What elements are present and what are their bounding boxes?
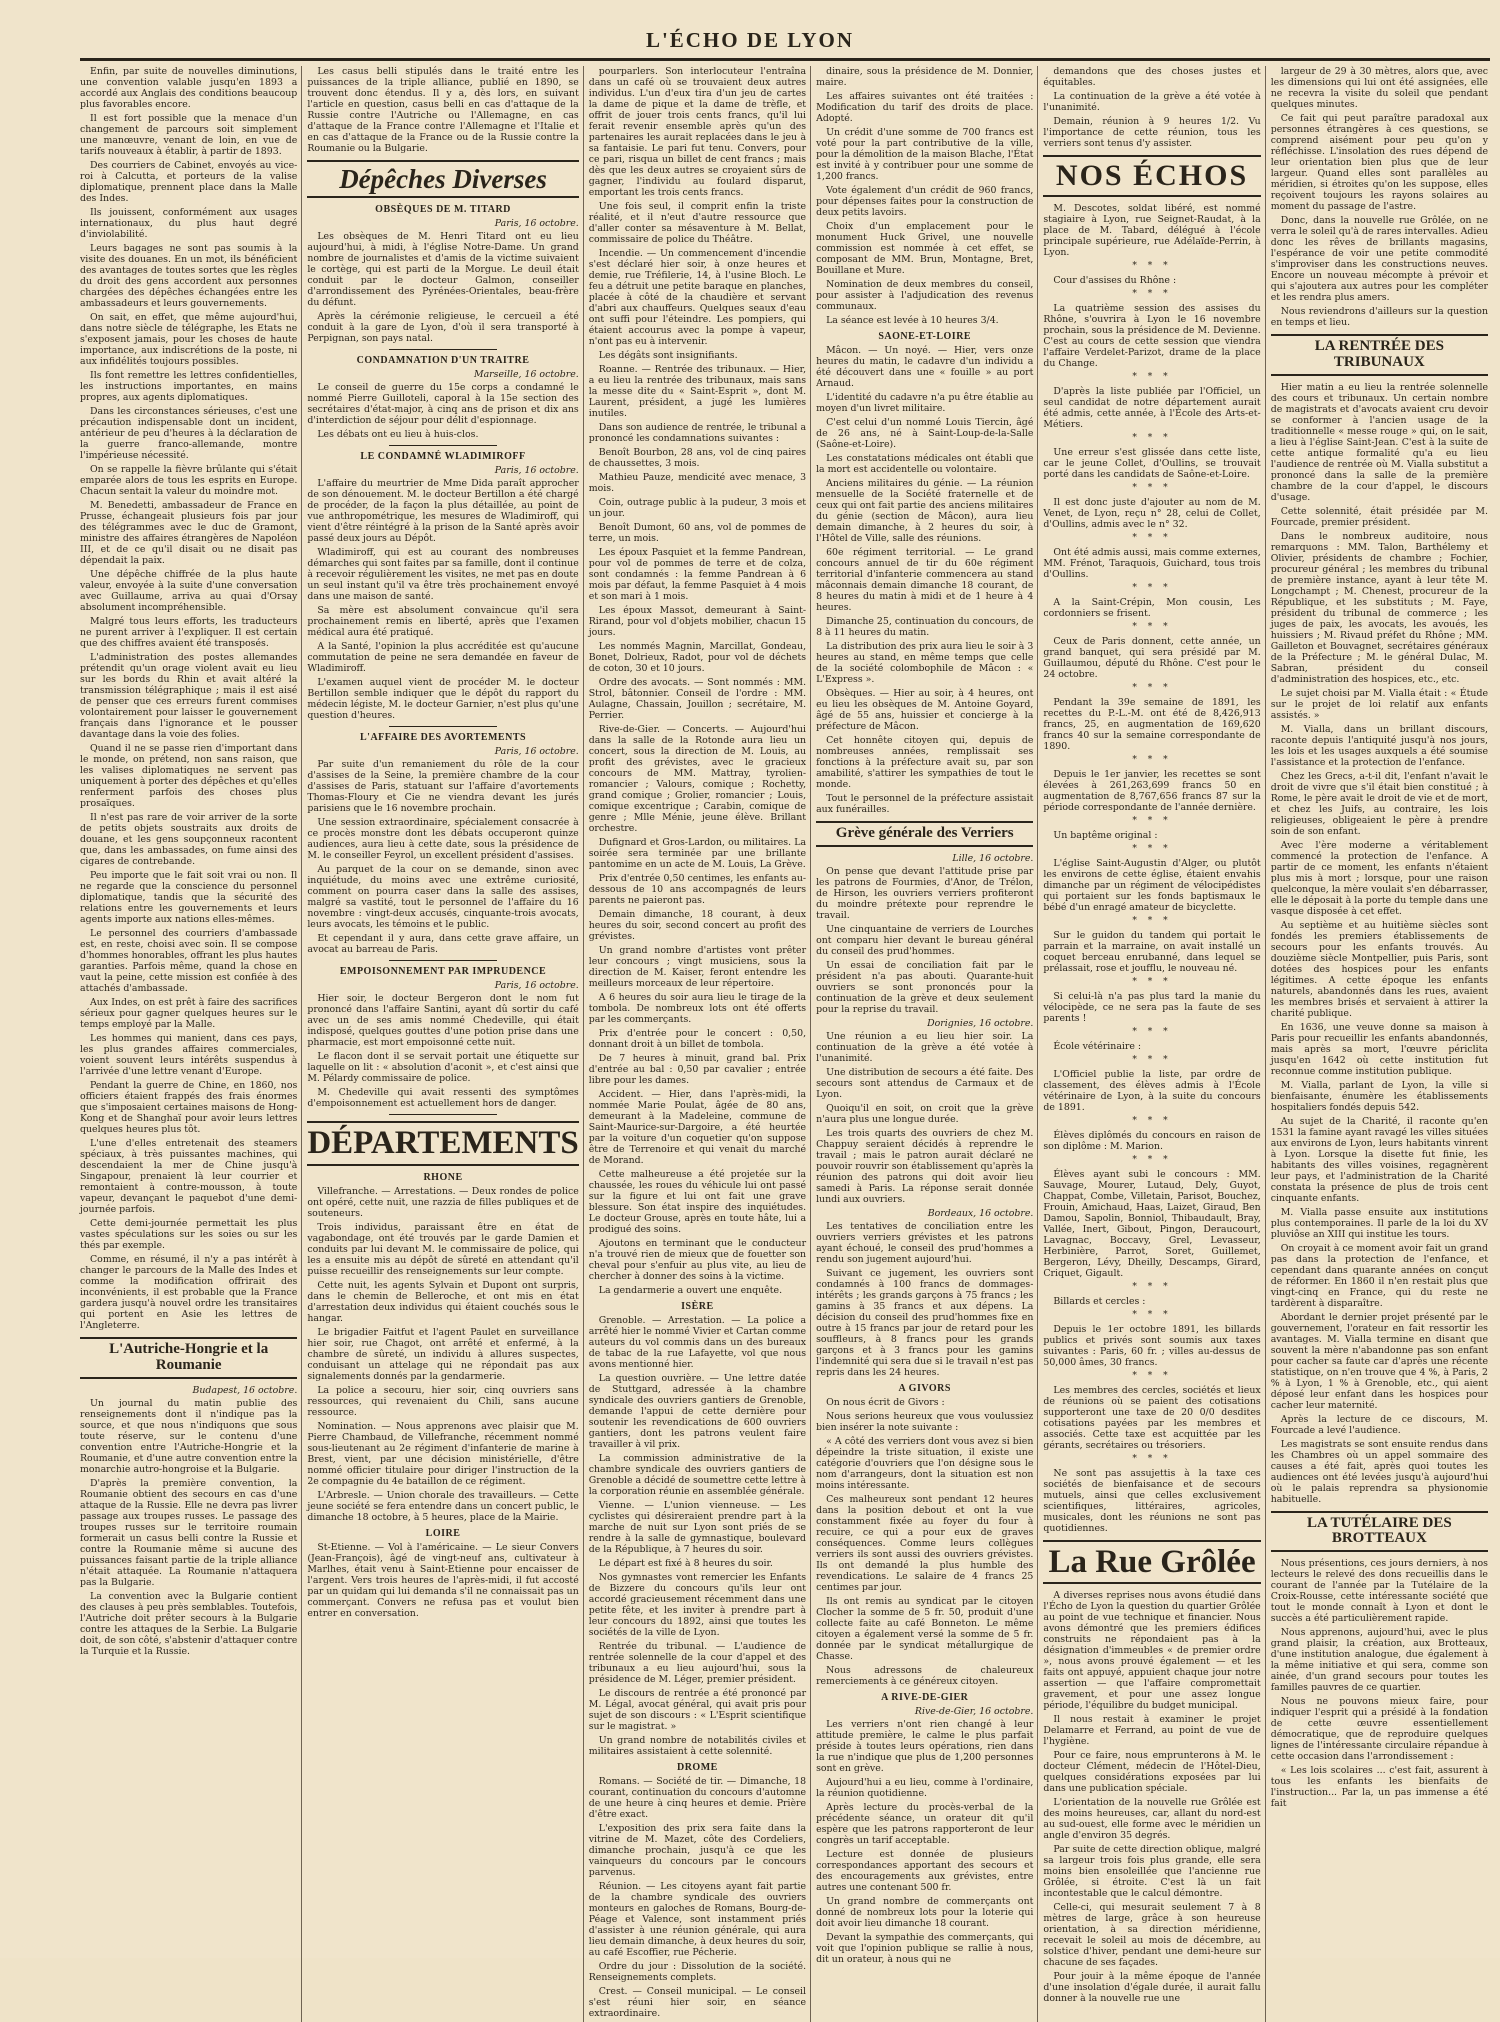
article-paragraph: Les trois quarts des ouvriers de chez M. Chappuy seraient décidés à reprendre le travail ; mais le patron aurait déclaré ne pouvoir rouvrir son établissement qu'après la réunion des patrons qui doit avoir lieu samedi à Paris. La réponse serait donnée lundi aux ouvriers. xyxy=(816,1127,1034,1205)
col3-paras2 xyxy=(589,1315,806,1757)
stars-separator: * * * xyxy=(1132,288,1172,299)
article-paragraph: Demain, réunion à 9 heures 1/2. Vu l'importance de cette réunion, tous les verriers sont tenus d'y assister. xyxy=(1043,116,1261,149)
masthead-rule xyxy=(80,58,1490,61)
article-paragraph: « A côté des verriers dont vous avez si bien dépeindre la triste situation, il existe une catégorie d'ouvriers que l'on désigne sous le nom d'arrangeurs, dont la situation est non moins intéressante. xyxy=(816,1435,1034,1491)
section-title: DÉPARTEMENTS xyxy=(307,1121,578,1166)
article-paragraph: Avec l'ère moderne a véritablement commencé la protection de l'enfance. A partir de ce moment, les enfants n'étaient plus mis à mort ; lorsque, pour une raison quelconque, la mère voulait s'en débarrasser, elle le déposait à la porte du temple dans une vasque disposée à cet effet. xyxy=(1270,839,1488,917)
dateline: Paris, 16 octobre. xyxy=(494,465,579,477)
article-paragraph: On se rappelle la fièvre brûlante qui s'était emparée alors de tous les esprits en Europe. Chacun sentait la valeur du moindre mot. xyxy=(80,464,298,497)
article-paragraph: Comme, en résumé, il n'y a pas intérêt à changer le parcours de la Malle des Indes et comme la modification offrirait des inconvénients, il est probable que la France gardera jusqu'à nouvel ordre les transitaires qui portent en Asie les lettres de l'Angleterre. xyxy=(80,1254,298,1331)
article-paragraph: Les obsèques de M. Henri Titard ont eu lieu aujourd'hui, à midi, à l'église Notre-Dame. Un grand nombre de journalistes et d'amis de la victime suivaient le cortège, qui est parti de la Morgue. Le deuil était conduit par le docteur Galmon, conseiller d'arrondissement des Pyrénées-Orientales, beau-frère du défunt. xyxy=(307,231,579,309)
article-paragraph: dinaire, sous la présidence de M. Donnier, maire. xyxy=(816,66,1034,88)
article-paragraph: Cour d'assises du Rhône : xyxy=(1053,274,1177,286)
article-paragraph: Un grand nombre de commerçants ont donné de nombreux lots pour la loterie qui doit avoir lieu dimanche 18 courant. xyxy=(816,1895,1034,1929)
article-paragraph: Pendant la guerre de Chine, en 1860, nos officiers étaient frappés des frais énormes que s'imposaient certaines maisons de Hong-Kong et de Shanghaï pour avoir leurs lettres quelques heures plus tôt. xyxy=(80,1080,298,1135)
stars-separator: * * * xyxy=(1132,915,1172,926)
col3-paras3 xyxy=(589,1776,806,2019)
section-title: La Rue Grôlée xyxy=(1043,1540,1260,1585)
article-paragraph: 60e régiment territorial. — Le grand concours annuel de tir du 60e régiment territorial d'infanterie commencera au stand mâconnais demain dimanche 18 courant, de 8 heures du matin à midi et de 1 heure à 4 heures. xyxy=(816,547,1034,613)
article-paragraph: Depuis le 1er octobre 1891, les billards publics et privés sont soumis aux taxes suivantes : Paris, 60 fr. ; villes au-dessus de 50,000 âmes, 30 francs. xyxy=(1043,1323,1261,1368)
article-paragraph: Benoît Bourbon, 28 ans, vol de cinq paires de chaussettes, 3 mois. xyxy=(588,447,807,469)
article-paragraph: Choix d'un emplacement pour le monument Huck Grivel, une nouvelle commission est nommée à cet effet, se composant de MM. Brun, Montagne, Bret, Bouillane et Mure. xyxy=(816,221,1034,276)
article-paragraph: Crest. — Conseil municipal. — Le conseil s'est réuni hier soir, en séance extraordinaire. xyxy=(588,1986,807,2019)
article-paragraph: pourparlers. Son interlocuteur l'entraîna dans un café où se trouvaient deux autres individus. L'un d'eux tira d'un jeu de cartes la dame de pique et la dame de trèfle, et offrit de jouer trois cents francs, qu'il lui ferait revenir ensemble après qu'un des partenaires les aurait replacées dans le jeu à sa fantaisie. Le pari fut tenu. Convers, pour ce pari, risqua un billet de cent francs ; mais dès que les deux autres se croyaient sûrs de gagner, l'individu au foulard disparut, emportant les trois cents francs. xyxy=(588,66,807,198)
article-paragraph: Prix d'entrée 0,50 centimes, les enfants au-dessous de 10 ans accompagnés de leurs parents ne paieront pas. xyxy=(588,873,807,906)
article-paragraph: Chez les Grecs, a-t-il dit, l'enfant n'avait le droit de vivre que s'il était bien constitué ; à Rome, le père avait le droit de vie et de mort, et chez les Juifs, au contraire, les lois religieuses, obligeaient le père à prendre soin de son enfant. xyxy=(1270,770,1488,837)
article-paragraph: A la Saint-Crépin, Mon cousin, Les cordonniers se frisent. xyxy=(1043,596,1261,619)
stars-separator: * * * xyxy=(1132,754,1172,765)
col4-paras xyxy=(816,66,1033,326)
section-title: LA RENTRÉE DES TRIBUNAUX xyxy=(1271,334,1488,376)
col6-paras xyxy=(1271,66,1488,328)
article-paragraph: Dans le nombreux auditoire, nous remarquons : MM. Talon, Barthélemy et Olivier, présidents de chambre ; Fochier, procureur général ; les membres du tribunal de première instance, ayant à leur tête M. Longchampt ; M. Chenest, procureur de la République, et les substituts ; M. Faye, président du tribunal de commerce ; les juges de paix, les avocats, les avoués, les huissiers ; M. Rivaud préfet du Rhône ; MM. Gailleton et Bouvagnet, secrétaires généraux de la Préfecture ; M. le général Dulac, M. Sabran, président du conseil d'administration des hospices, etc., etc. xyxy=(1270,530,1488,685)
article-paragraph: Ordre du jour : Dissolution de la société. Renseignements complets. xyxy=(588,1961,807,1983)
article-paragraph: Des courriers de Cabinet, envoyés au vice-roi à Calcutta, et porteurs de la valise diplomatique, prennent place dans la Malle des Indes. xyxy=(80,160,298,204)
col4-paras4 xyxy=(816,1031,1033,1205)
article-paragraph: L'administration des postes allemandes prétendit qu'un orage violent avait eu lieu sur les bords du Rhin et avait altéré la transmission télégraphique ; mais il est aisé de penser que ces erreurs furent commises volontairement pour laisser le gouvernement français dans l'ignorance et le pousser davantage dans la voie des folies. xyxy=(80,652,298,740)
article-paragraph: Le conseil de guerre du 15e corps a condamné le nommé Pierre Guilloteli, caporal à la 15e section des secrétaires d'état-major, à cinq ans de prison et dix ans d'interdiction de séjour pour délit d'espionnage. xyxy=(307,382,579,427)
region-heading: ISÈRE xyxy=(681,1301,714,1312)
col1-paras xyxy=(80,66,297,1331)
stars-separator: * * * xyxy=(1132,682,1172,693)
article-paragraph: Les casus belli stipulés dans le traité entre les puissances de la triple alliance, publié en 1890, se trouvent donc étendus. Il y a, dès lors, en suivant l'article en question, casus belli en cas d'attaque de la Russie contre l'Autriche ou l'Allemagne, en cas d'attaque de la France contre l'Allemagne et l'Italie et en cas d'attaque de la France ou de la Russie contre la Roumanie ou la Bulgarie. xyxy=(307,66,579,154)
article-paragraph: On croyait à ce moment avoir fait un grand pas dans la protection de l'enfance, et cependant dans quarante années on conçut de réformer. En 1860 il n'en restait plus que vingt-cinq en France, qui du reste ne tardèrent à disparaître. xyxy=(1270,1242,1488,1309)
article-paragraph: Le discours de rentrée a été prononcé par M. Légal, avocat général, qui avait pris pour sujet de son discours : « L'Esprit scientifique sur le magistrat. » xyxy=(588,1688,807,1732)
article-paragraph: L'exposition des prix sera faite dans la vitrine de M. Mazet, côte des Cordeliers, dimanche prochain, jusqu'à ce que les vainqueurs du concours par le concours parvenus. xyxy=(588,1823,807,1878)
article-paragraph: Les tentatives de conciliation entre les ouvriers verriers grévistes et les patrons ayant échoué, le conseil des prud'hommes a rendu son jugement aujourd'hui. xyxy=(816,1220,1034,1265)
article-paragraph: Obsèques. — Hier au soir, à 4 heures, ont eu lieu les obsèques de M. Antoine Goyard, âgé de 55 ans, huissier et concierge à la préfecture de Mâcon. xyxy=(816,688,1034,732)
column-6 xyxy=(1271,66,1488,2022)
article-paragraph: Lecture est donnée de plusieurs correspondances apportant des secours et des encouragements aux grévistes, entre autres une contenant 500 fr. xyxy=(816,1848,1034,1893)
article-paragraph: Le brigadier Faitfut et l'agent Paulet en surveillance hier soir, rue Chagot, ont arrêté et enfermé, à la chambre de sûreté, un individu à allures suspectes, conduisant un attelage qui ne répondait pas aux signalements donnés par la gendarmerie. xyxy=(307,1326,579,1382)
stars-separator: * * * xyxy=(1132,1115,1172,1126)
article-paragraph: Sur le guidon du tandem qui portait le parrain et la marraine, on avait installé un coquet berceau enrubanné, dans lequel se prélassait, rose et joufflu, le nouveau né. xyxy=(1043,929,1261,974)
article-paragraph: Cette solennité, était présidée par M. Fourcade, premier président. xyxy=(1270,505,1488,528)
article-paragraph: Il nous restait à examiner le projet Delamarre et Ferrand, au point de vue de l'hygiène. xyxy=(1043,1714,1261,1748)
article-paragraph: Mathieu Pauze, mendicité avec menace, 3 mois. xyxy=(588,472,807,494)
article-paragraph: Un grand nombre d'artistes vont prêter leur concours ; vingt musiciens, sous la direction de M. Kaiser, feront entendre les meilleurs morceaux de leur répertoire. xyxy=(588,945,807,989)
col2-paras2 xyxy=(307,1186,578,1523)
stars-separator: * * * xyxy=(1132,432,1172,443)
article-paragraph: Les magistrats se sont ensuite rendus dans les Chambres où un appel sommaire des causes a été fait, après quoi toutes les audiences ont été levées jusqu'à aujourd'hui où le palais reprendra sa physionomie habituelle. xyxy=(1270,1438,1488,1505)
article-paragraph: Après la cérémonie religieuse, le cercueil a été conduit à la gare de Lyon, d'où il sera transporté à Perpignan, son pays natal. xyxy=(307,311,579,345)
article-paragraph: Le départ est fixé à 8 heures du soir. xyxy=(598,1558,773,1569)
article-paragraph: Suivant ce jugement, les ouvriers sont condamnés à 100 francs de dommages-intérêts ; les grands garçons à 75 francs ; les gamins à 35 francs et aux dépens. La décision du conseil des prud'hommes fixe en outre à 15 francs par jour de retard pour les souffleurs, à 8 francs pour les grands garçons et à 3 francs pour les gamins l'indemnité qui sera due si le travail n'est pas repris dans les 24 heures. xyxy=(816,1267,1034,1378)
dispatch-heading: L'AFFAIRE DES AVORTEMENTS xyxy=(360,732,527,744)
short-rule xyxy=(389,726,498,727)
article-paragraph: L'Officiel publie la liste, par ordre de classement, des élèves admis à l'École vétérinaire de Lyon, à la suite du concours de 1891. xyxy=(1043,1068,1261,1113)
article-paragraph: La gendarmerie a ouvert une enquête. xyxy=(598,1285,783,1296)
stars-separator: * * * xyxy=(1132,1026,1172,1037)
article-paragraph: Un essai de conciliation fait par le président n'a pas abouti. Quarante-huit ouvriers se sont prononcés pour la continuation de la grève et deux seulement pour la reprise du travail. xyxy=(816,959,1034,1015)
article-paragraph: Roanne. — Rentrée des tribunaux. — Hier, a eu lieu la rentrée des tribunaux, mais sans la messe dite du « Saint-Esprit », dont M. Laurent, président, a jugé les lumières inutiles. xyxy=(588,364,807,419)
dateline: Bordeaux, 16 octobre. xyxy=(927,1207,1034,1219)
article-paragraph: Nous apprenons, aujourd'hui, avec le plus grand plaisir, la création, aux Brotteaux, d'une institution analogue, due également à la même initiative et qui sera, comme son ainée, d'un grand secours pour toutes les familles pauvres de ce quartier. xyxy=(1270,1627,1488,1693)
article-paragraph: Et cependant il y aura, dans cette grave affaire, un avocat au barreau de Paris. xyxy=(307,933,579,956)
col4-paras6 xyxy=(816,1397,1033,1687)
article-paragraph: Il est donc juste d'ajouter au nom de M. Venet, de Lyon, reçu n° 28, celui de Collet, d'Oullins, admis avec le n° 32. xyxy=(1043,496,1261,530)
article-paragraph: C'est celui d'un nommé Louis Tiercin, âgé de 26 ans, né à Saint-Loup-de-la-Salle (Saône-et-Loire). xyxy=(816,417,1034,450)
article-paragraph: A la Santé, l'opinion la plus accréditée est qu'aucune commutation de peine ne sera demandée en faveur de Wladimiroff. xyxy=(307,641,579,675)
region-heading: A RIVE-DE-GIER xyxy=(881,1691,969,1703)
article-paragraph: Hier matin a eu lieu la rentrée solennelle des cours et tribunaux. Un certain nombre de magistrats et d'avocats avaient cru devoir se conformer à l'ancien usage de la traditionnelle « messe rouge » qui, on le sait, a lieu à l'église Saint-Jean. C'est à la suite de cette antique formalité qu'a eu lieu l'audience de rentrée où M. Vialla substitut a prononcé dans la salle de la première chambre de la cour d'appel, le discours d'usage. xyxy=(1270,381,1488,503)
article-paragraph: Nos gymnastes vont remercier les Enfants de Bizzere du concours qu'ils leur ont accordé gracieusement récemment dans une petite fête, et les inviter à prendre part à leur concours du 1892, ainsi que toutes les sociétés de la ville de Lyon. xyxy=(588,1572,807,1638)
col3-paras xyxy=(589,66,806,1296)
dateline: Budapest, 16 octobre. xyxy=(192,1384,298,1396)
dateline: Paris, 16 octobre. xyxy=(494,746,579,758)
article-paragraph: Dimanche 25, continuation du concours, de 8 à 11 heures du matin. xyxy=(816,616,1034,638)
article-paragraph: Il n'est pas rare de voir arriver de la sorte de petits objets soustraits aux droits de douane, et les gens soupçonneux racontent que, dans les ambassades, on fume ainsi des cigares de contrebande. xyxy=(80,812,298,867)
section-title: Dépêches Diverses xyxy=(307,160,578,198)
article-paragraph: Billards et cercles : xyxy=(1053,1295,1146,1307)
dateline: Lille, 16 octobre. xyxy=(952,852,1034,864)
article-paragraph: Peu importe que le fait soit vrai ou non. Il ne regarde que la conscience du personnel diplomatique, tandis que la sécurité des relations entre les gouvernements et leurs agents importe aux nations elles-mêmes. xyxy=(80,870,298,925)
article-paragraph: St-Etienne. — Vol à l'américaine. — Le sieur Convers (Jean-François), âgé de vingt-neuf ans, cultivateur à Marlhes, était venu à Saint-Etienne pour encaisser de l'argent. Vers trois heures de l'après-midi, il fut accosté par un quidam qui lui demanda s'il ne connaissait pas un commerçant. Convers ne refusa pas et voulut bien entrer en conversation. xyxy=(307,1541,579,1619)
article-paragraph: Hier soir, le docteur Bergeron dont le nom fut prononcé dans l'affaire Santini, ayant dû sortir du café avec un de ses amis nommé Chedeville, qui était indisposé, quelques gouttes d'une potion prise dans une pharmacie, est mort empoisonné cette nuit. xyxy=(307,993,579,1049)
article-paragraph: Les hommes qui manient, dans ces pays, les plus grandes affaires commerciales, voient souvent leurs intérêts suspendus à l'arrivée d'une lettre venant d'Europe. xyxy=(80,1033,298,1077)
article-paragraph: Dans les circonstances sérieuses, c'est une précaution indispensable dont un incident, antérieur de peu d'heures à la déclaration de la guerre franco-allemande, montre l'impérieuse nécessité. xyxy=(80,406,298,461)
article-paragraph: Après lecture du procès-verbal de la précédente séance, un orateur dit qu'il espère que les patrons rapporteront de leur congrès un tarif acceptable. xyxy=(816,1801,1034,1846)
short-rule xyxy=(389,445,498,446)
col5-paras3 xyxy=(1043,1590,1260,2004)
col4-paras2 xyxy=(816,345,1033,815)
column-1 xyxy=(80,66,297,2022)
article-paragraph: Ont été admis aussi, mais comme externes, MM. Frénot, Taraquois, Guichard, tous trois d'Oullins. xyxy=(1043,546,1261,580)
article-paragraph: Prix d'entrée pour le concert : 0,50, donnant droit à un billet de tombola. xyxy=(588,1028,807,1050)
article-paragraph: Enfin, par suite de nouvelles diminutions, une convention valable jusqu'en 1893 a accordé aux Anglais des conditions beaucoup plus favorables encore. xyxy=(80,66,298,110)
article-paragraph: A diverses reprises nous avons étudié dans l'Écho de Lyon la question du quartier Grôlée au point de vue technique et financier. Nous avons démontré que les premiers édifices construits ne répondaient pas à la désignation d'immeubles « de premier ordre », nous avons prouvé également — et les faits ont appuyé, appuient chaque jour notre assertion — que l'affaire compromettait gravement, et pour une assez longue période, l'équilibre du budget municipal. xyxy=(1043,1590,1261,1712)
dateline: Marseille, 16 octobre. xyxy=(473,369,579,381)
stars-separator: * * * xyxy=(1132,976,1172,987)
article-paragraph: largeur de 29 à 30 mètres, alors que, avec les dimensions qui lui ont été assignées, elle ne recevra la visite du soleil que pendant quelques minutes. xyxy=(1270,66,1488,110)
article-paragraph: Ils font remettre les lettres confidentielles, les instructions importantes, en mains propres, aux agents diplomatiques. xyxy=(80,370,298,403)
stars-separator: * * * xyxy=(1132,1309,1172,1320)
stars-separator: * * * xyxy=(1132,815,1172,826)
column-5 xyxy=(1043,66,1260,2022)
article-paragraph: D'après la liste publiée par l'Officiel, un seul candidat de notre département aurait été admis, cette année, à l'École des Arts-et-Métiers. xyxy=(1043,385,1261,430)
article-paragraph: Rive-de-Gier. — Concerts. — Aujourd'hui dans la salle de la Rotonde aura lieu un concert, sous la direction de M. Louis, au profit des grévistes, avec le gracieux concours de MM. Mattray, tyrolien-romancier ; Valours, comique ; Rochetty, grand comique ; Grolier, romancier ; Louis, comique excentrique ; Carabin, comique de genre ; Mlle Ménie, jeune élève. Brillant orchestre. xyxy=(588,724,807,834)
article-paragraph: Ceux de Paris donnent, cette année, un grand banquet, qui sera présidé par M. Guillaumou, député du Rhône. C'est pour le 24 octobre. xyxy=(1043,635,1261,680)
column-2 xyxy=(307,66,578,2022)
section-title: L'Autriche-Hongrie et la Roumanie xyxy=(80,1337,297,1379)
short-rule xyxy=(389,960,498,961)
article-paragraph: Ils ont remis au syndicat par le citoyen Clocher la somme de 5 fr. 50, produit d'une collecte faite au café Bonneton. Le même citoyen a également versé la somme de 5 fr. donnée par le syndicat métallurgique de Chasse. xyxy=(816,1595,1034,1662)
article-paragraph: L'identité du cadavre n'a pu être établie au moyen d'un livret militaire. xyxy=(816,392,1034,414)
col1-paras2 xyxy=(80,1398,297,1657)
article-paragraph: Grenoble. — Arrestation. — La police a arrêté hier le nommé Vivier et Cartan comme auteurs du vol commis dans un des bureaux de tabac de la rue Lafayette, vol que nous avons mentionné hier. xyxy=(588,1315,807,1370)
article-paragraph: Élèves diplômés du concours en raison de son diplôme : M. Marion. xyxy=(1043,1129,1261,1152)
region-heading: LOIRE xyxy=(425,1527,461,1539)
article-paragraph: Les débats ont eu lieu à huis-clos. xyxy=(317,429,479,441)
article-paragraph: Pendant la 39e semaine de 1891, les recettes du P.-L.-M. ont été de 8,426,913 francs, 25, en augmentation de 169,620 francs 40 sur la semaine correspondante de 1890. xyxy=(1043,696,1261,752)
col6-paras2 xyxy=(1271,382,1488,1505)
dateline: Rive-de-Gier, 16 octobre. xyxy=(914,1705,1034,1717)
dateline: Dorignies, 16 octobre. xyxy=(927,1017,1034,1029)
article-paragraph: M. Benedetti, ambassadeur de France en Prusse, échangeait plusieurs fois par jour des télégrammes avec le duc de Gramont, ministre des affaires étrangères de Napoléon III, et de ce qu'il disait ou ne disait pas dépendait la paix. xyxy=(80,500,298,566)
article-paragraph: Celle-ci, qui mesurait seulement 7 à 8 mètres de large, grâce à son heureuse orientation, à sa direction méridienne, recevait le soleil au mois de décembre, au solstice d'hiver, pendant une demi-heure sur chacune de ses façades. xyxy=(1043,1902,1261,1969)
article-paragraph: Un journal du matin publie des renseignements dont il n'indique pas la source, et que nous n'indiquons que sous toute réserve, sur le contenu d'une convention entre l'Autriche-Hongrie et la Roumanie, et d'une autre convention entre la monarchie autro-hongroise et la Bulgarie. xyxy=(80,1397,298,1475)
article-paragraph: École vétérinaire : xyxy=(1053,1040,1142,1052)
article-paragraph: Accident. — Hier, dans l'après-midi, la nommée Marie Poulat, âgée de 80 ans, demeurant à la Madeleine, commune de Saint-Maurice-sur-Dargoire, a été heurtée par la voiture d'un coquetier qu'on suppose être de Terrenoire et qui venait du marché de Morand. xyxy=(588,1089,807,1166)
stars-separator: * * * xyxy=(1132,1054,1172,1065)
region-heading: RHONE xyxy=(423,1171,463,1183)
article-paragraph: Nomination de deux membres du conseil, pour assister à l'adjudication des revenus communaux. xyxy=(816,279,1034,312)
article-paragraph: Une erreur s'est glissée dans cette liste, car le jeune Collet, d'Oullins, se trouvait porté dans les candidats de Saône-et-Loire. xyxy=(1043,446,1261,480)
article-paragraph: La question ouvrière. — Une lettre datée de Stuttgard, adressée à la chambre syndicale des ouvriers gantiers de Grenoble, demande l'appui de cette dernière pour soutenir les revendications de 600 ouvriers gantiers, dont les patrons veulent faire travailler à vil prix. xyxy=(588,1373,807,1450)
article-paragraph: Le personnel des courriers d'ambassade est, en reste, choisi avec soin. Il se compose d'hommes honorables, offrant les plus hautes garanties. Parfois même, quand la chose en vaut la peine, cette mission est confiée à des attachés d'ambassade. xyxy=(80,928,298,994)
article-paragraph: Quoiqu'il en soit, on croit que la grève n'aura plus une longue durée. xyxy=(816,1102,1034,1125)
article-paragraph: L'une d'elles entretenait des steamers spéciaux, à très puissantes machines, qui descendaient la mer de Chine jusqu'à Singapour, prenaient là leur courrier et remontaient à contre-mousson, à toute vapeur, devançant le paquebot d'une demi-journée parfois. xyxy=(80,1138,298,1215)
article-paragraph: Vienne. — L'union vienneuse. — Les cyclistes qui désireraient prendre part à la marche de nuit sur Lyon sont priés de se rendre à la salle de gymnastique, boulevard de la République, à 7 heures du soir. xyxy=(588,1500,807,1555)
dateline: Paris, 16 octobre. xyxy=(494,980,579,992)
article-paragraph: D'après la première convention, la Roumanie obtient des secours en cas d'une attaque de la Russie. Elle ne devra pas livrer passage aux troupes russes. Le passage des troupes russes sur le territoire roumain formerait un casus belli contre la Russie et contre la Roumanie même si aucune des puissances faisant partie de la triple alliance n'était attaquée. La Roumanie n'attaquera pas la Bulgarie. xyxy=(80,1477,298,1588)
article-paragraph: L'église Saint-Augustin d'Alger, ou plutôt les environs de cette église, étaient envahis dimanche par un régiment de vélocipédistes qui portaient sur les fonds baptismaux le bébé d'un enragé amateur de bicyclette. xyxy=(1043,857,1261,913)
article-paragraph: Par suite de cette direction oblique, malgré sa largeur trois fois plus grande, elle sera moins bien ensoleillée que l'ancienne rue Grôlée, si étroite. C'est là un fait incontestable que le calcul démontre. xyxy=(1043,1844,1261,1900)
region-heading: A GIVORS xyxy=(898,1382,951,1394)
column-4 xyxy=(816,66,1033,2022)
article-paragraph: Un baptême original : xyxy=(1053,829,1158,841)
article-paragraph: Benoît Dumont, 60 ans, vol de pommes de terre, un mois. xyxy=(588,522,807,544)
article-paragraph: Élèves ayant subi le concours : MM. Sauvage, Mourer, Lutaud, Dely, Guyot, Chappat, Combe, Villetain, Parisot, Bouchez, Frouin, Amichaud, Haas, Laizet, Giraud, Ben Damou, Sapolin, Bonniol, Thibaudault, Bray, Vallée, Inert, Gibout, Pingon, Deraucourt, Lavagnac, Boccavy, Grel, Levasseur, Herbinière, Parrot, Soret, Guillemet, Bergeron, Lévy, Dheilly, Descamps, Girard, Criquet, Gigault. xyxy=(1043,1168,1261,1279)
article-paragraph: Dufignard et Gros-Lardon, ou militaires. La soirée sera terminée par une brillante pantomime en un acte de M. Louis, La Grève. xyxy=(588,837,807,870)
article-paragraph: Depuis le 1er janvier, les recettes se sont élevées à 261,263,699 francs 50 en augmentation de 8,767,656 francs 87 sur la période correspondante de l'année dernière. xyxy=(1043,768,1261,813)
article-paragraph: La commission administrative de la chambre syndicale des ouvriers gantiers de Grenoble a décidé de soumettre cette lettre à la corporation réunie en assemblée générale. xyxy=(588,1453,807,1497)
article-paragraph: M. Vialla, parlant de Lyon, la ville si bienfaisante, énumère les établissements hospitaliers fondés depuis 542. xyxy=(1270,1079,1488,1113)
region-heading: DROME xyxy=(676,1762,718,1773)
column-3 xyxy=(589,66,806,2022)
article-paragraph: Nous adressons de chaleureux remerciements à ce généreux citoyen. xyxy=(816,1664,1034,1687)
stars-separator: * * * xyxy=(1132,843,1172,854)
article-paragraph: Au parquet de la cour on se demande, sinon avec inquiétude, du moins avec une extrême curiosité, comment on pourra caser dans la salle des assises, malgré sa vastité, tout le personnel de l'affaire du 16 novembre : vingt-deux accusés, cinquante-trois avocats, leurs avocats, les témoins et le public. xyxy=(307,864,579,931)
article-paragraph: Les époux Massot, demeurant à Saint-Rirand, pour vol d'objets mobilier, chacun 15 jours. xyxy=(588,605,807,638)
article-paragraph: Leurs bagages ne sont pas soumis à la visite des douanes. En un mot, ils bénéficient des avantages de toutes sortes que les règles du droit des gens accordent aux personnes chargées des dépêches échangées entre les ambassadeurs et leurs gouvernements. xyxy=(80,243,298,309)
article-paragraph: M. Vialla passe ensuite aux institutions plus contemporaines. Il parle de la loi du XV pluviôse an XIII qui institue les tours. xyxy=(1270,1206,1488,1240)
article-paragraph: M. Chedeville qui avait ressenti des symptômes d'empoisonnement est actuellement hors de danger. xyxy=(307,1087,579,1110)
article-paragraph: Cette demi-journée permettait les plus vastes spéculations sur les soies ou sur les thés par exemple. xyxy=(80,1218,298,1251)
article-paragraph: Les dégâts sont insignifiants. xyxy=(598,350,738,361)
article-paragraph: Nous reviendrons d'ailleurs sur la question en temps et lieu. xyxy=(1270,306,1488,328)
article-paragraph: Romans. — Société de tir. — Dimanche, 18 courant, continuation du concours d'automne de une heure à cinq heures et demie. Prière d'être exact. xyxy=(588,1776,807,1820)
article-paragraph: La convention avec la Bulgarie contient des clauses à peu près semblables. Toutefois, l'Autriche doit prêter secours à la Bulgarie contre les attaques de la Serbie. La Bulgarie doit, de son côté, s'abstenir d'attaquer contre la Turquie et la Russie. xyxy=(80,1590,298,1657)
section-title: NOS ÉCHOS xyxy=(1043,155,1260,197)
dispatch-heading: OBSÈQUES DE M. TITARD xyxy=(375,204,511,216)
dateline: Paris, 16 octobre. xyxy=(494,218,579,230)
article-paragraph: M. Descotes, soldat libéré, est nommé stagiaire à Lyon, rue Seignet-Raudat, à la place de M. Tabard, délégué à l'école principale supérieure, rue Adélaïde-Perrin, à Lyon. xyxy=(1043,202,1261,258)
article-paragraph: Les affaires suivantes ont été traitées : Modification du tarif des droits de place. Adopté. xyxy=(816,91,1034,124)
stars-separator: * * * xyxy=(1132,621,1172,632)
article-paragraph: En 1636, une veuve donne sa maison à Paris pour recueillir les enfants abandonnés, mais après sa mort, l'œuvre périclita jusqu'en 1642 où cette institution fut reconnue comme institution publique. xyxy=(1270,1021,1488,1077)
article-paragraph: Tout le personnel de la préfecture assistait aux funérailles. xyxy=(816,793,1034,815)
article-paragraph: Les nommés Magnin, Marcillat, Gondeau, Bonet, Dolrieux, Radot, pour vol de déchets de coton, 30 et 10 jours. xyxy=(588,641,807,674)
col6-paras3 xyxy=(1271,1558,1488,1809)
article-paragraph: « Les lois scolaires ... c'est fait, assurent à tous les enfants les bienfaits de l'instruction... Par la, un pas immense a été fait xyxy=(1270,1765,1488,1809)
article-paragraph: Aux Indes, on est prêt à faire des sacrifices sérieux pour gagner quelques heures sur le temps employé par la Malle. xyxy=(80,997,298,1030)
stars-separator: * * * xyxy=(1132,582,1172,593)
col2-paras3 xyxy=(307,1542,578,1619)
article-paragraph: Aujourd'hui a eu lieu, comme à l'ordinaire, la réunion quotidienne. xyxy=(816,1776,1034,1799)
dispatch-heading: EMPOISONNEMENT PAR IMPRUDENCE xyxy=(339,966,547,978)
article-paragraph: L'affaire du meurtrier de Mme Dida paraît approcher de son dénouement. M. le docteur Bertillon a été chargé de procéder, de la façon la plus détaillée, au point de vue anthropométrique, les mesures de Wladimiroff, qui vient d'être réintégré à la prison de la Santé après avoir passé deux jours au Dépôt. xyxy=(307,478,579,545)
article-paragraph: Par suite d'un remaniement du rôle de la cour d'assises de la Seine, la première chambre de la cour d'assises de Paris, statuant sur l'affaire d'avortements Thomas-Floury et Cie ne viendra devant les jurés parisiens que le 16 novembre prochain. xyxy=(307,759,579,815)
article-paragraph: Pour ce faire, nous emprunterons à M. le docteur Clément, médecin de l'Hôtel-Dieu, quelques considérations exposées par lui dans une publication spéciale. xyxy=(1043,1750,1261,1795)
article-paragraph: Anciens militaires du génie. — La réunion mensuelle de la Société fraternelle et de ceux qui ont fait partie des anciens militaires du génie (section de Mâcon), aura lieu demain dimanche, à 2 heures du soir, à l'Hôtel de Ville, salle des réunions. xyxy=(816,478,1034,544)
region-heading: SAONE-ET-LOIRE xyxy=(878,331,972,342)
article-paragraph: Ce fait qui peut paraître paradoxal aux personnes étrangères à ces questions, se comprend aisément pour peu qu'on y réfléchisse. L'insolation des rues dépend de leur orientation bien plus que de leur largeur. Quand elles sont parallèles au méridien, si étroites qu'on les suppose, elles reçoivent toujours les rayons solaires au moment du passage de l'astre. xyxy=(1270,113,1488,212)
stars-separator: * * * xyxy=(1132,1370,1172,1381)
col5-paras xyxy=(1043,66,1260,149)
article-paragraph: De 7 heures à minuit, grand bal. Prix d'entrée au bal : 0,50 par cavalier ; entrée libre pour les dames. xyxy=(588,1053,807,1086)
article-paragraph: M. Vialla, dans un brillant discours, raconte depuis l'antiquité jusqu'à nos jours, les lois et les usages auxquels a été soumise l'assistance et la protection de l'enfance. xyxy=(1270,723,1488,768)
article-paragraph: demandons que des choses justes et équitables. xyxy=(1043,66,1261,88)
article-paragraph: On nous écrit de Givors : xyxy=(826,1396,945,1408)
article-paragraph: Le flacon dont il se servait portait une étiquette sur laquelle on lit : « absolution d'aconit », et c'est ainsi que M. Pélardy commissaire de police. xyxy=(307,1051,579,1085)
article-paragraph: L'examen auquel vient de procéder M. le docteur Bertillon semble indiquer que le dépôt du rapport du médecin légiste, M. le docteur Garnier, n'est plus qu'une question d'heures. xyxy=(307,677,579,722)
article-paragraph: Un crédit d'une somme de 700 francs est voté pour la part contributive de la ville, pour la démolition de la maison Blache, l'État est invité à y contribuer pour une somme de 1,200 francs. xyxy=(816,127,1034,182)
article-paragraph: Donc, dans la nouvelle rue Grôlée, on ne verra le soleil qu'à de rares intervalles. Adieu donc les rêves de brillants magasins, l'espérance de voir une petite commodité s'improviser dans les constructions neuves. Encore un nouveau mécompte à prévoir et qui s'ajoutera aux autres pour les compléter et les rendra plus amers. xyxy=(1270,215,1488,303)
article-paragraph: Réunion. — Les citoyens ayant fait partie de la chambre syndicale des ouvriers monteurs en galoches de Romans, Bourg-de-Péage et Valence, sont instamment priés d'assister à une réunion générale, qui aura lieu demain dimanche, à deux heures du soir, au café Escoffier, rue Pécherie. xyxy=(588,1881,807,1958)
article-paragraph: Cette malheureuse a été projetée sur la chaussée, les roues du véhicule lui ont passé sur la figure et lui ont fait une grave blessure. Son état inspire des inquiétudes. Le docteur Grouse, après en toute hâte, lui a prodigué des soins. xyxy=(588,1169,807,1235)
article-paragraph: Une dépêche chiffrée de la plus haute valeur, envoyée à la suite d'une conversation avec Guillaume, arriva au quai d'Orsay absolument incompréhensible. xyxy=(80,569,298,613)
article-paragraph: Les constatations médicales ont établi que la mort est accidentelle ou volontaire. xyxy=(816,453,1034,475)
col5-paras2 xyxy=(1043,203,1260,1534)
article-paragraph: Une cinquantaine de verriers de Lourches ont comparu hier devant le bureau général du conseil des prud'hommes. xyxy=(816,923,1034,957)
columns xyxy=(80,66,1488,2019)
article-paragraph: On pense que devant l'attitude prise par les patrons de Fourmies, d'Anor, de Trélon, de Hirson, les ouvriers verriers profiteront du moindre prétexte pour reprendre le travail. xyxy=(816,865,1034,921)
article-paragraph: Nous présentions, ces jours derniers, à nos lecteurs le relevé des dons recueillis dans le courant de l'année par la Tutélaire de la Croix-Rousse, cette intéressante société que tout le monde connaît à Lyon et dont le succès a été particulièrement rapide. xyxy=(1270,1558,1488,1624)
article-paragraph: La continuation de la grève a été votée à l'unanimité. xyxy=(1043,91,1261,113)
article-paragraph: Dans son audience de rentrée, le tribunal a prononcé les condamnations suivantes : xyxy=(588,422,807,444)
dispatch-heading: CONDAMNATION D'UN TRAITRE xyxy=(356,355,530,367)
col4-paras3 xyxy=(816,866,1033,1015)
article-paragraph: Cette nuit, les agents Sylvain et Dupont ont surpris, dans le chemin de Belleroche, et ont mis en état d'arrestation deux individus qui étaient couchés sous le hangar. xyxy=(307,1279,579,1324)
article-paragraph: Nomination. — Nous apprenons avec plaisir que M. Pierre Chambaud, de Villefranche, récemment nommé sous-lieutenant au 2e régiment d'infanterie de marine à Brest, vient, par une décision ministérielle, d'être nommé officier titulaire pour diriger l'instruction de la 2e compagnie du 4e bataillon de ce régiment. xyxy=(307,1420,579,1487)
article-paragraph: Malgré tous leurs efforts, les traducteurs ne purent arriver à l'expliquer. Il est certain que des chiffres avaient été transposés. xyxy=(80,616,298,649)
article-paragraph: Ces malheureux sont pendant 12 heures dans la position debout et ont la vue constamment fixée au foyer du four à recuire, ce qui a pour eux de graves conséquences. Comme leurs collègues verriers ils sont aussi des ouvriers grévistes. Ils ont demandé la plus humble des revendications. Le salaire de 4 francs 25 centimes par jour. xyxy=(816,1493,1034,1593)
article-paragraph: Abordant le dernier projet présenté par le gouvernement, l'orateur en fait ressortir les avantages. M. Vialla termine en disant que souvent la mère n'abandonne pas son enfant pour cacher sa faute car d'après une récente statistique, on n'en trouve que 4 %, à Paris, 2 % à Lyon, 1 % à Grenoble, etc., qui aient déposé leur enfant dans les hospices pour cacher leur maternité. xyxy=(1270,1311,1488,1411)
article-paragraph: La police a secouru, hier soir, cinq ouvriers sans ressources, qui revenaient du Chili, sans aucune ressource. xyxy=(307,1384,579,1418)
article-paragraph: Quand il ne se passe rien d'important dans le monde, on prétend, non sans raison, que les valises diplomatiques ne servent pas uniquement à porter des dépêches et qu'elles renferment parfois des choses plus prosaïques. xyxy=(80,743,298,809)
article-paragraph: Une distribution de secours a été faite. Des secours sont attendus de Carmaux et de Lyon. xyxy=(816,1066,1034,1100)
article-paragraph: Coin, outrage public à la pudeur, 3 mois et un jour. xyxy=(588,497,807,519)
stars-separator: * * * xyxy=(1132,532,1172,543)
stars-separator: * * * xyxy=(1132,1281,1172,1292)
article-paragraph: Nous ne pouvons mieux faire, pour indiquer l'esprit qui a présidé à la fondation de cette œuvre essentiellement démocratique, que de reproduire quelques lignes de l'intéressante circulaire répandue à cette occasion dans l'arrondissement : xyxy=(1270,1696,1488,1762)
stars-separator: * * * xyxy=(1132,371,1172,382)
article-paragraph: Au sujet de la Charité, il raconte qu'en 1531 la famine ayant ravagé les villes situées aux environs de Lyon, leurs habitants vinrent à Lyon. Lorsque la disette fut finie, les habitants des villes voisines, regagnèrent leur pays, et l'administration de la Charité constata la présence de plus de trois cent cinquante enfants. xyxy=(1270,1115,1488,1204)
article-paragraph: Vote également d'un crédit de 960 francs, pour dépenses faites pour la construction de deux petits lavoirs. xyxy=(816,185,1034,218)
article-paragraph: Ils jouissent, conformément aux usages internationaux, du plus haut degré d'inviolabilité. xyxy=(80,207,298,240)
col2-items xyxy=(307,204,578,1115)
article-paragraph: Demain dimanche, 18 courant, à deux heures du soir, second concert au profit des grévistes. xyxy=(588,909,807,942)
article-paragraph: Au septième et au huitième siècles sont fondés les premiers établissements de secours pour les enfants trouvés. Au douzième siècle Montpellier, puis Paris, sont dotées des hospices pour les enfants légitimes. A cette époque les enfants naturels, abandonnés dans les rues, avaient les membres brisés et servaient à attirer la charité publique. xyxy=(1270,919,1488,1019)
article-paragraph: Si celui-là n'a pas plus tard la manie du vélocipède, ce ne sera pas la faute de ses parents ! xyxy=(1043,990,1261,1024)
article-paragraph: La distribution des prix aura lieu le soir à 3 heures au stand, en même temps que celle de la société colombophile de Mâcon : « L'Express ». xyxy=(816,641,1034,685)
article-paragraph: L'Arbresle. — Union chorale des travailleurs. — Cette jeune société se fera entendre dans un concert public, le dimanche 18 octobre, à 5 heures, place de la Mairie. xyxy=(307,1489,579,1523)
article-paragraph: Une réunion a eu lieu hier soir. La continuation de la grève a été votée à l'unanimité. xyxy=(816,1030,1034,1064)
article-paragraph: Devant la sympathie des commerçants, qui voit que l'opinion publique se rallie à nous, dit un orateur, à nous qui ne xyxy=(816,1931,1034,1965)
article-paragraph: Villefranche. — Arrestations. — Deux rondes de police ont opéré, cette nuit, une razzia de filles publiques et de souteneurs. xyxy=(307,1185,579,1219)
article-paragraph: Trois individus, paraissant être en état de vagabondage, ont été trouvés par le garde Damien et conduits par lui devant M. le commissaire de police, qui les a ensuite mis au dépôt de sûreté en attendant qu'il puisse recueillir des renseignements sur leur compte. xyxy=(307,1221,579,1277)
article-paragraph: Les époux Pasquiet et la femme Pandrean, pour vol de pommes de terre et de colza, sont condamnés : la femme Pandrean à 6 mois par défaut, la femme Pasquiet à 4 mois et son mari à 1 mois. xyxy=(588,547,807,602)
article-paragraph: A 6 heures du soir aura lieu le tirage de la tombola. De nombreux lots ont été offerts par les commerçants. xyxy=(588,992,807,1025)
section-title: Grève générale des Verriers xyxy=(816,821,1033,847)
stars-separator: * * * xyxy=(1132,482,1172,493)
article-paragraph: Ordre des avocats. — Sont nommés : MM. Strol, bâtonnier. Conseil de l'ordre : MM. Aulagne, Chassain, Jouillon ; secrétaire, M. Perrier. xyxy=(588,677,807,721)
stars-separator: * * * xyxy=(1132,1453,1172,1464)
article-paragraph: Nous serions heureux que vous voulussiez bien insérer la note suivante : xyxy=(816,1410,1034,1433)
article-paragraph: Les membres des cercles, sociétés et lieux de réunions où se paient des cotisations supporteront une taxe de 20 0/0 desdites cotisations payées par les membres et associés. Cette taxe est acquittée par les gérants, secrétaires ou trésoriers. xyxy=(1043,1384,1261,1451)
article-paragraph: Pour jouir à la même époque de l'année d'une insolation d'égale durée, il aurait fallu donner à la nouvelle rue une xyxy=(1043,1971,1261,2005)
article-paragraph: Ne sont pas assujettis à la taxe ces sociétés de bienfaisance et de secours mutuels, ainsi que celles exclusivement scientifiques, littéraires, agricoles, musicales, dont les réunions ne sont pas quotidiennes. xyxy=(1043,1467,1261,1534)
article-paragraph: Wladimiroff, qui est au courant des nombreuses démarches qui sont faites par sa famille, dont il continue à recevoir régulièrement les visites, ne met pas en doute un seul instant qu'il va être très prochainement envoyé dans une maison de santé. xyxy=(307,547,579,603)
article-paragraph: Rentrée du tribunal. — L'audience de rentrée solennelle de la cour d'appel et des tribunaux a eu lieu aujourd'hui, sous la présidence de M. Léger, premier président. xyxy=(588,1641,807,1685)
article-paragraph: Le sujet choisi par M. Vialla était : « Étude sur le projet de loi relatif aux enfants assistés. » xyxy=(1270,687,1488,721)
article-paragraph: Une session extraordinaire, spécialement consacrée à ce procès monstre dont les débats occuperont quinze audiences, aura lieu à cette date, sous la présidence de M. le conseiller Feyrol, un excellent président d'assises. xyxy=(307,817,579,862)
col4-paras5 xyxy=(816,1221,1033,1378)
article-paragraph: Ajoutons en terminant que le conducteur n'a trouvé rien de mieux que de fouetter son cheval pour s'enfuir au plus vite, au lieu de chercher à donner des soins à la victime. xyxy=(588,1238,807,1282)
article-paragraph: Une fois seul, il comprit enfin la triste réalité, et il n'eut d'autre ressource que d'aller conter sa mésaventure à M. Bellat, commissaire de police du Théâtre. xyxy=(588,201,807,245)
article-paragraph: La séance est levée à 10 heures 3/4. xyxy=(826,315,999,326)
article-paragraph: Il est fort possible que la menace d'un changement de parcours soit simplement une manœuvre, venant de loin, en vue de tarifs nouveaux à établir, à partir de 1893. xyxy=(80,113,298,157)
short-rule xyxy=(389,1114,498,1115)
article-paragraph: L'orientation de la nouvelle rue Grôlée est des moins heureuses, car, allant du nord-est au sud-ouest, elle forme avec le méridien un angle d'environ 35 degrés. xyxy=(1043,1797,1261,1842)
dispatch-heading: LE CONDAMNÉ WLADIMIROFF xyxy=(360,451,526,463)
article-paragraph: Après la lecture de ce discours, M. Fourcade a levé l'audience. xyxy=(1270,1413,1488,1436)
article-paragraph: Un grand nombre de notabilités civiles et militaires assistaient à cette solennité. xyxy=(588,1735,807,1757)
article-paragraph: Incendie. — Un commencement d'incendie s'est déclaré hier soir, à onze heures et demie, rue Tréfilerie, 14, à l'usine Bloch. Le feu a détruit une petite baraque en planches, placée à côté de la chaudière et servant d'abri aux chauffeurs. Quelques seaux d'eau ont suffi pour l'éteindre. Les pompiers, qui étaient accourus avec la pompe à vapeur, n'ont pas eu à intervenir. xyxy=(588,248,807,347)
article-paragraph: La quatrième session des assises du Rhône, s'ouvrira à Lyon le 16 novembre prochain, sous la présidence de M. Devienne. C'est au cours de cette session que viendra l'affaire Verdelet-Parizot, drame de la place du Change. xyxy=(1043,302,1261,369)
article-paragraph: Sa mère est absolument convaincue qu'il sera prochainement remis en liberté, après que l'examen médical aura été pratiqué. xyxy=(307,605,579,639)
article-paragraph: On sait, en effet, que même aujourd'hui, dans notre siècle de télégraphe, les Etats ne s'exposent jamais, pour les choses de haute importance, aux indiscrétions de la poste, ni aux infidélités toujours possibles. xyxy=(80,312,298,367)
section-title: LA TUTÉLAIRE DES BROTTEAUX xyxy=(1271,1511,1488,1553)
col4-paras7 xyxy=(816,1719,1033,1965)
stars-separator: * * * xyxy=(1132,260,1172,271)
article-paragraph: Cet honnête citoyen qui, depuis de nombreuses années, remplissait ses fonctions à la préfecture avait su, par son amabilité, s'attirer les sympathies de tout le monde. xyxy=(816,735,1034,790)
masthead: L'ÉCHO DE LYON xyxy=(645,28,855,52)
short-rule xyxy=(389,349,498,350)
article-paragraph: Mâcon. — Un noyé. — Hier, vers onze heures du matin, le cadavre d'un individu a été découvert dans une « fouille » au port Arnaud. xyxy=(816,345,1034,389)
article-paragraph: Les verriers n'ont rien changé à leur attitude première, le calme le plus parfait préside à toutes leurs opérations, rien dans la rue n'indique que plus de 1,200 personnes sont en grève. xyxy=(816,1718,1034,1774)
stars-separator: * * * xyxy=(1132,1154,1172,1165)
